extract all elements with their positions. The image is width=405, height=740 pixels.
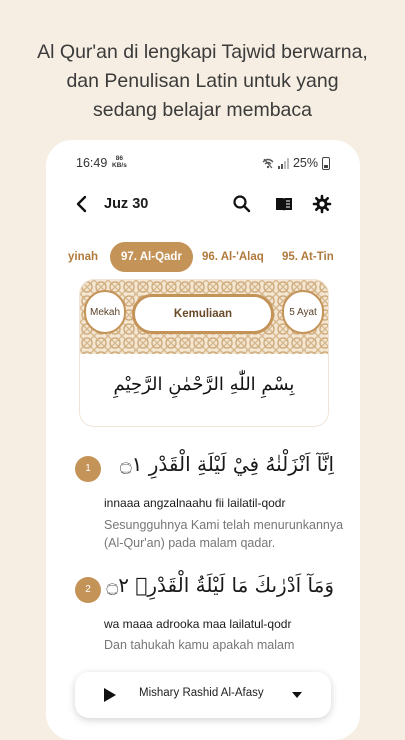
promo-line-2: dan Penulisan Latin untuk yang [66,70,339,92]
network-speed-unit: KB/s [112,162,127,169]
verse-arabic: وَمَآ اَدْرٰىكَ مَا لَيْلَةُ الْقَدْرِۗ ۝٢ [106,573,334,597]
promo-line-1: Al Qur'an di lengkapi Tajwid berwarna, [37,41,368,63]
tab-at-tin[interactable]: 95. At-Tin [282,251,334,263]
verse-number[interactable]: 2 [75,577,101,603]
surah-meaning: Kemuliaan [132,294,274,334]
verse-latin: innaaa angzalnaahu fii lailatil-qodr [104,496,286,510]
promo-line-3: sedang belajar membaca [93,99,312,121]
phone-screen [46,140,360,740]
tab-al-qadr[interactable]: 97. Al-Qadr [110,242,193,272]
reciter-name: Mishary Rashid Al-Afasy [139,687,264,699]
promo-caption [0,38,405,125]
bismillah-panel [80,360,328,426]
book-icon[interactable] [274,194,294,214]
verse-translation: Dan tahukah kamu apakah malam [104,638,295,652]
ayat-count: 5 Ayat [282,290,324,334]
battery-percent: 25% [292,156,318,170]
signal-icon [278,158,289,169]
back-arrow-icon[interactable] [72,194,92,214]
verse-translation: Sesungguhnya Kami telah menurunkannya (Al-Qur'an) pada malam qadar. [104,518,344,550]
toolbar [46,188,360,220]
status-bar [46,152,360,174]
network-speed-value: 86 [115,155,124,162]
verse-number[interactable]: 1 [75,456,101,482]
verse-arabic: اِنَّآ اَنْزَلْنٰهُ فِيْ لَيْلَةِ الْقَدْرِ ۝١ [119,452,334,476]
revelation-place: Mekah [84,290,126,334]
audio-player[interactable] [75,672,331,718]
tab-surah-98[interactable]: yinah [68,251,99,263]
bismillah-text: بِسْمِ اللّٰهِ الرَّحْمٰنِ الرَّحِيْمِ [113,374,295,395]
play-icon[interactable] [99,685,119,705]
page-title: Juz 30 [104,196,149,212]
network-speed [112,155,127,169]
tab-al-alaq[interactable]: 96. Al-'Alaq [202,251,264,263]
battery-icon [322,157,330,170]
verse-latin: wa maaa adrooka maa lailatul-qodr [104,617,292,631]
gear-icon[interactable] [312,194,332,214]
search-icon[interactable] [232,194,252,214]
surah-header-card [80,280,328,426]
wifi-off-icon [262,158,274,169]
dropdown-arrow-icon[interactable] [287,685,307,705]
status-right [262,156,330,170]
status-time: 16:49 [76,156,108,170]
surah-tabs [46,242,360,272]
